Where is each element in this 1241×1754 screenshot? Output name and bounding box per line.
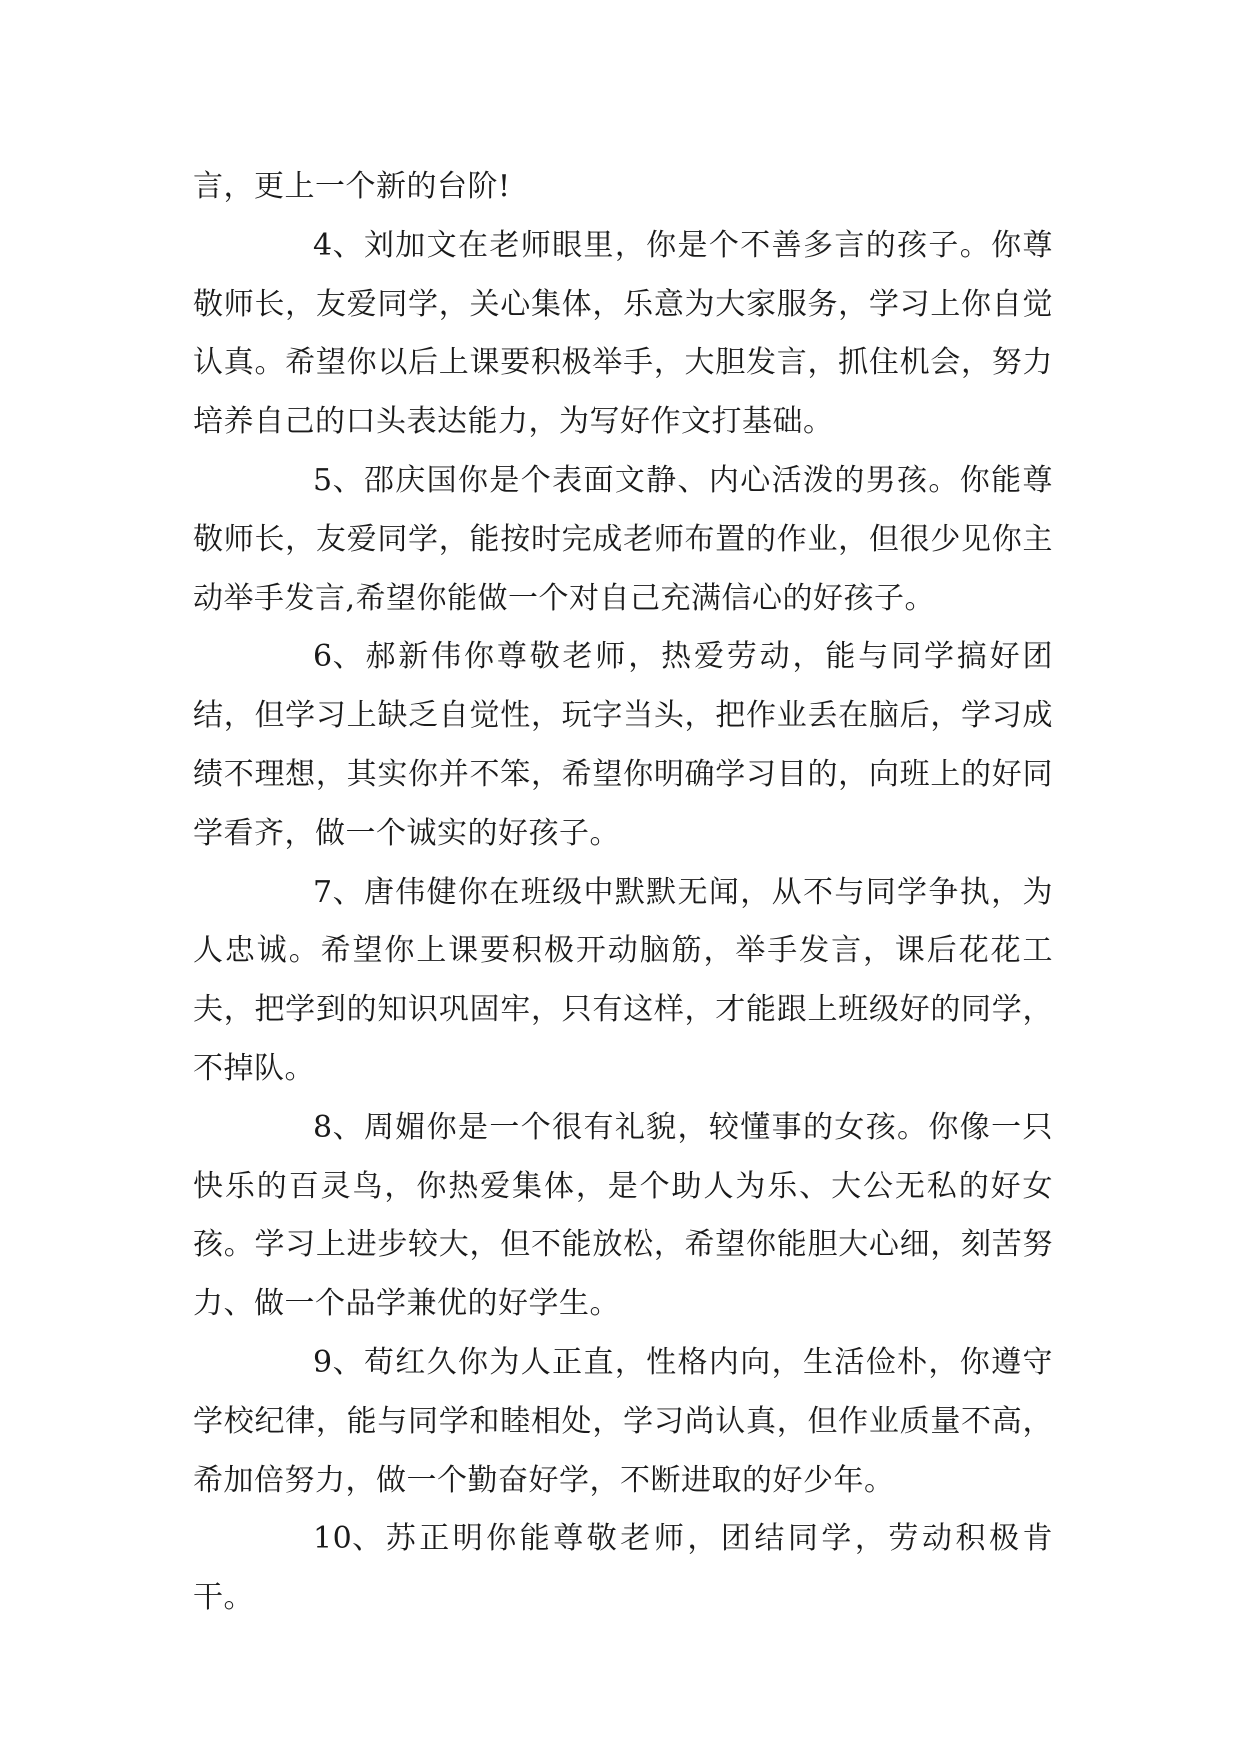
item-number: 7、 [313, 874, 364, 910]
comment-paragraph-8 [193, 1099, 1053, 1334]
item-text: 唐伟健你在班级中默默无闻，从不与同学争执，为人忠诚。希望你上课要积极开动脑筋，举手发言，课后花花工夫，把学到的知识巩固牢，只有这样，才能跟上班级好的同学，不掉队。 [193, 874, 1053, 1086]
continuation-paragraph: 言，更上一个新的台阶! [193, 169, 511, 204]
item-number: 8、 [313, 1109, 364, 1145]
comment-paragraph-5 [193, 452, 1053, 628]
item-text: 刘加文在老师眼里，你是个不善多言的孩子。你尊敬师长，友爱同学，关心集体，乐意为大家服务，学习上你自觉认真。希望你以后上课要积极举手，大胆发言，抓住机会，努力培养自己的口头表达能力，为写好作文打基础。 [193, 227, 1053, 440]
item-number: 9、 [313, 1344, 364, 1380]
item-number: 6、 [313, 639, 364, 675]
comment-paragraph-4 [193, 217, 1053, 452]
item-text: 周媚你是一个很有礼貌，较懂事的女孩。你像一只快乐的百灵鸟，你热爱集体，是个助人为乐、大公无私的好女孩。学习上进步较大，但不能放松，希望你能胆大心细，刻苦努力、做一个品学兼优的好学生。 [193, 1109, 1053, 1322]
item-text: 荀红久你为人正直，性格内向，生活俭朴，你遵守学校纪律，能与同学和睦相处，学习尚认真，但作业质量不高，希加倍努力，做一个勤奋好学，不断进取的好少年。 [193, 1344, 1053, 1498]
document-body [193, 158, 1053, 1628]
comment-paragraph-7 [193, 864, 1053, 1099]
item-number: 10、 [313, 1521, 383, 1557]
item-text: 苏正明你能尊敬老师，团结同学，劳动积极肯干。 [193, 1521, 1053, 1616]
comment-paragraph-6 [193, 628, 1053, 863]
item-number: 5、 [313, 462, 364, 498]
item-text: 邵庆国你是个表面文静、内心活泼的男孩。你能尊敬师长，友爱同学，能按时完成老师布置的作业，但很少见你主动举手发言,希望你能做一个对自己充满信心的好孩子。 [193, 462, 1053, 616]
comment-paragraph-9 [193, 1334, 1053, 1510]
item-text: 郝新伟你尊敬老师，热爱劳动，能与同学搞好团结，但学习上缺乏自觉性，玩字当头，把作业丢在脑后，学习成绩不理想，其实你并不笨，希望你明确学习目的，向班上的好同学看齐，做一个诚实的好孩子。 [193, 639, 1053, 851]
comment-paragraph-10 [193, 1510, 1053, 1628]
item-number: 4、 [313, 227, 364, 263]
